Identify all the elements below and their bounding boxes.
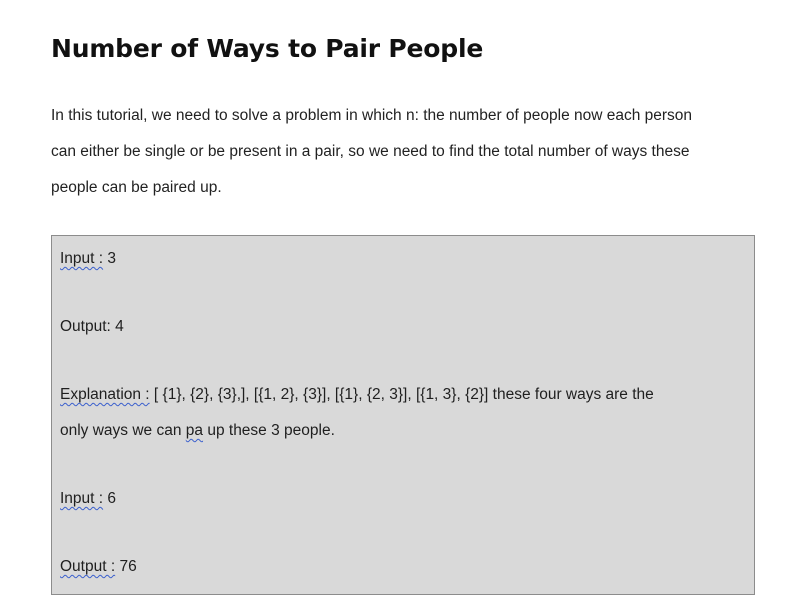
intro-line-1: In this tutorial, we need to solve a problem in which n: the number of people now each person (51, 107, 693, 124)
output-line-2 (60, 557, 137, 577)
intro-line-2: can either be single or be present in a pair, so we need to find the total number of ways these (51, 143, 690, 160)
explanation-line-2 (60, 421, 335, 441)
input-label-1: Input : (60, 250, 104, 267)
output-line-1: Output: 4 (60, 318, 124, 335)
example-box (51, 235, 755, 595)
input-label-2: Input : (60, 490, 104, 507)
input-value-2: 6 (103, 490, 117, 507)
input-value-1: 3 (103, 250, 117, 267)
explanation-text: [ {1}, {2}, {3},], [{1, 2}, {3}], [{1}, {2, 3}], [{1, 3}, {2}] these four ways are the (149, 386, 654, 403)
intro-line-3: people can be paired up. (51, 179, 222, 196)
input-line-2 (60, 489, 116, 509)
explanation-line-2-suffix: up these 3 people. (203, 422, 335, 439)
explanation-line-2-typo: pa (185, 422, 204, 439)
explanation-line-2-prefix: only ways we can (60, 422, 186, 439)
input-line-1 (60, 249, 116, 269)
intro-paragraph (51, 98, 766, 206)
page-title: Number of Ways to Pair People (51, 34, 484, 63)
explanation-label: Explanation : (60, 386, 150, 403)
explanation-line-1 (60, 385, 654, 405)
output-label-2: Output : (60, 558, 116, 575)
output-value-2: 76 (115, 558, 137, 575)
